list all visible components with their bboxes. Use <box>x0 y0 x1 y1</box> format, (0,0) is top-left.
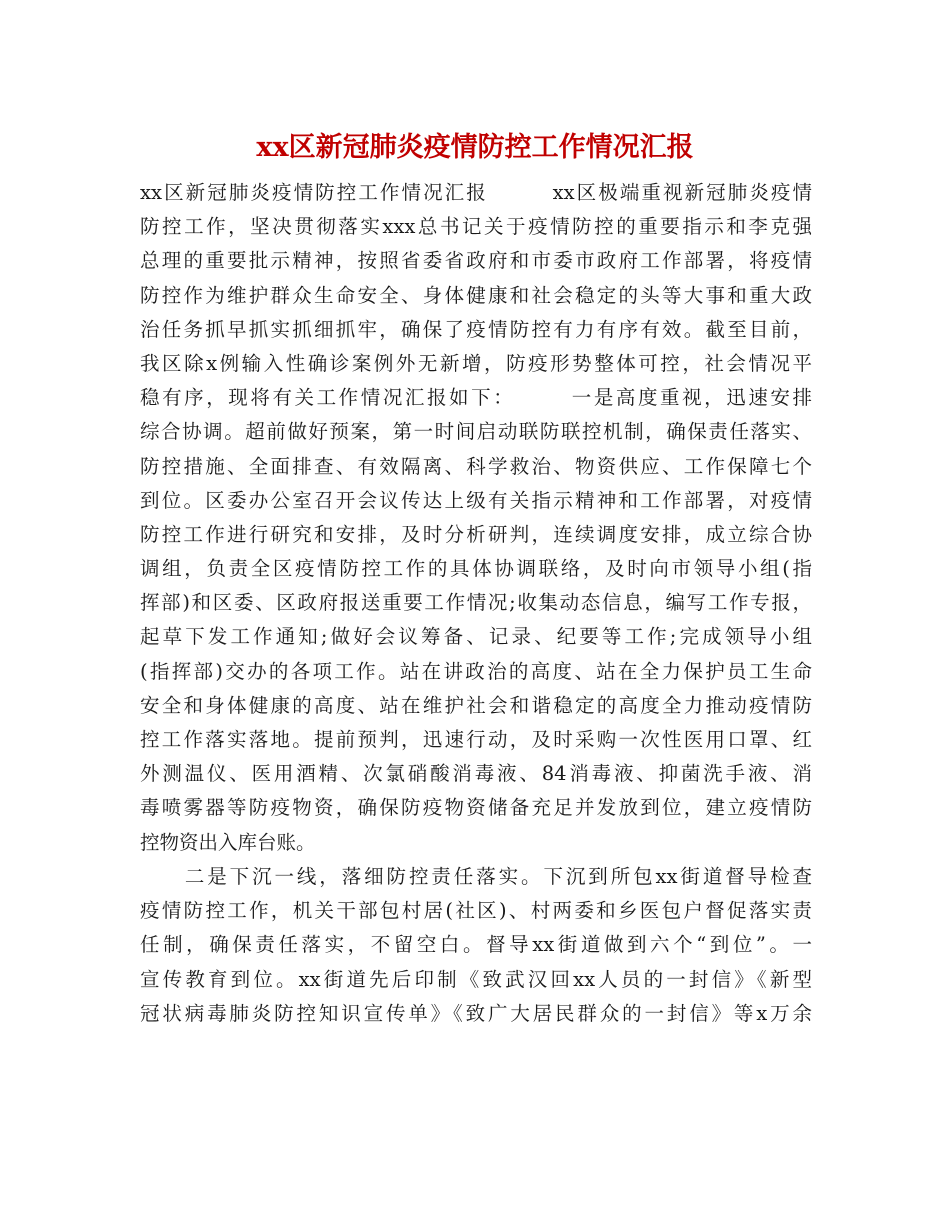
text-line: 宣传教育到位。xx街道先后印制《致武汉回xx人员的一封信》《新型 <box>140 967 812 991</box>
document-title: xx区新冠肺炎疫情防控工作情况汇报 <box>256 132 694 163</box>
text-line: 控工作落实落地。提前预判，迅速行动，及时采购一次性医用口罩、红 <box>140 728 812 751</box>
text-line: 安全和身体健康的高度、站在维护社会和谐稳定的高度全力推动疫情防 <box>140 693 812 717</box>
text-line: (指挥部)交办的各项工作。站在讲政治的高度、站在全力保护员工生命 <box>140 659 812 683</box>
text-line: 任制，确保责任落实，不留空白。督导xx街道做到六个“到位”。一 <box>140 933 812 957</box>
text-line: 到位。区委办公室召开会议传达上级有关指示精神和工作部署，对疫情 <box>140 488 812 512</box>
text-line: 控物资出入库台账。 <box>140 830 316 854</box>
text-line: 防控工作，坚决贯彻落实xxx总书记关于疫情防控的重要指示和李克强 <box>140 215 812 239</box>
text-line: 防控作为维护群众生命安全、身体健康和社会稳定的头等大事和重大政 <box>140 283 812 307</box>
text-line: 二是下沉一线，落细防控责任落实。下沉到所包xx街道督导检查 <box>140 865 812 888</box>
text-line: 冠状病毒肺炎防控知识宣传单》《致广大居民群众的一封信》等x万余 <box>140 1001 812 1025</box>
text-line: 外测温仪、医用酒精、次氯硝酸消毒液、84消毒液、抑菌洗手液、消 <box>140 762 812 786</box>
text-line: 毒喷雾器等防疫物资，确保防疫物资储备充足并发放到位，建立疫情防 <box>140 796 812 820</box>
text-line: 起草下发工作通知;做好会议筹备、记录、纪要等工作;完成领导小组 <box>140 625 812 649</box>
text-line: 治任务抓早抓实抓细抓牢，确保了疫情防控有力有序有效。截至目前， <box>140 317 812 341</box>
text-line: 综合协调。超前做好预案，第一时间启动联防联控机制，确保责任落实、 <box>140 420 812 444</box>
text-line: xx区新冠肺炎疫情防控工作情况汇报 xx区极端重视新冠肺炎疫情 <box>140 181 812 204</box>
text-line: 我区除x例输入性确诊案例外无新增，防疫形势整体可控，社会情况平 <box>140 351 812 375</box>
text-line: 疫情防控工作，机关干部包村居(社区)、村两委和乡医包户督促落实责 <box>140 899 812 923</box>
text-line: 调组，负责全区疫情防控工作的具体协调联络，及时向市领导小组(指 <box>140 557 812 581</box>
text-line: 总理的重要批示精神，按照省委省政府和市委市政府工作部署，将疫情 <box>140 249 812 273</box>
text-line: 稳有序，现将有关工作情况汇报如下： 一是高度重视，迅速安排 <box>140 386 812 410</box>
paragraph-1 <box>140 176 812 860</box>
text-line: 挥部)和区委、区政府报送重要工作情况;收集动态信息，编写工作专报， <box>140 591 812 615</box>
text-line: 防控措施、全面排查、有效隔离、科学救治、物资供应、工作保障七个 <box>140 454 812 478</box>
paragraph-2 <box>140 860 812 1031</box>
text-line: 防控工作进行研究和安排，及时分析研判，连续调度安排，成立综合协 <box>140 522 812 546</box>
